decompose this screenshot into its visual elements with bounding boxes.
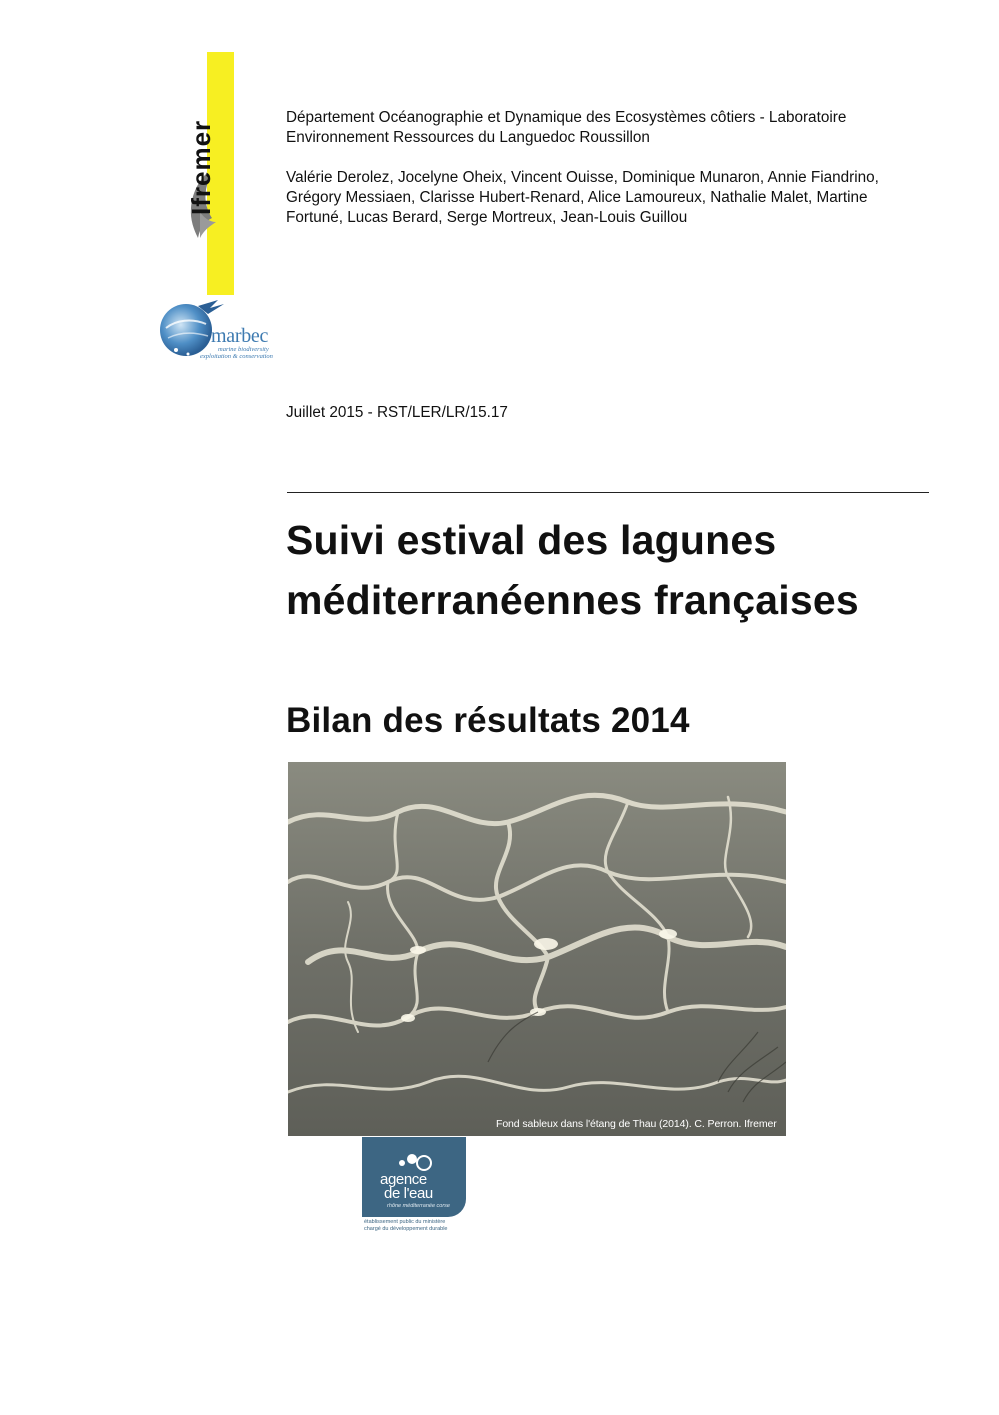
marbec-tagline-1: marine biodiversity: [218, 346, 269, 353]
ifremer-logo-text: Ifremer: [186, 119, 216, 215]
marbec-tagline-2: exploitation & conservation: [200, 353, 273, 360]
document-title: Suivi estival des lagunes méditerranéennes françaises: [286, 517, 859, 623]
authors-list: Valérie Derolez, Jocelyne Oheix, Vincent Ouisse, Dominique Munaron, Annie Fiandrino, Grégory Messiaen, Clarisse Hubert-Renard, Alice Lamoureux, Nathalie Malet, Martine Fortuné, Lucas Berard, Serge Mortreux, Jean-Louis Guillou: [286, 169, 879, 226]
cover-photo: [288, 762, 786, 1136]
title-divider: [287, 492, 929, 493]
photo-caption: Fond sableux dans l'étang de Thau (2014). C. Perron. Ifremer: [496, 1118, 777, 1130]
agence-footer-2: chargé du développement durable: [364, 1226, 448, 1232]
marbec-logo-name: marbec: [211, 325, 269, 347]
report-reference: Juillet 2015 - RST/LER/LR/15.17: [286, 404, 508, 421]
agence-line-2: de l'eau: [384, 1185, 433, 1202]
agence-line-3: rhône méditerranée corse: [387, 1203, 450, 1209]
agence-footer-1: établissement public du ministère: [364, 1219, 446, 1225]
agence-de-leau-logo: [362, 1137, 466, 1233]
agence-line-1: agence: [380, 1171, 427, 1188]
water-drops-icon: [396, 1151, 436, 1173]
department-heading: Département Océanographie et Dynamique des Ecosystèmes côtiers - Laboratoire Environnement Ressources du Languedoc Roussillon: [286, 109, 847, 146]
document-subtitle: Bilan des résultats 2014: [286, 701, 690, 740]
